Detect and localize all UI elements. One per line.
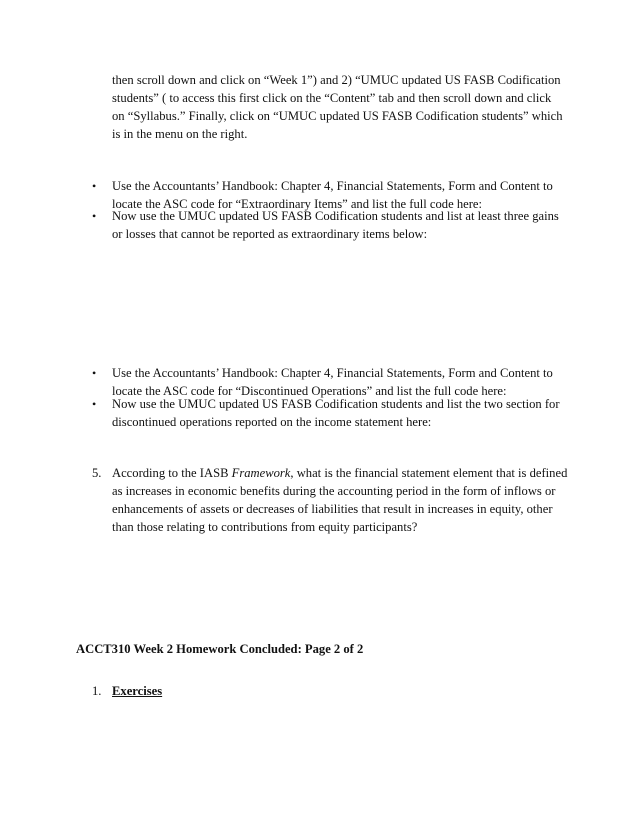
- question-text: than those relating to contributions from equity participants?: [112, 520, 418, 534]
- exercise-number: 1.: [92, 684, 102, 698]
- question-text: enhancements of assets or decreases of liabilities that result in increases in equity, other: [112, 502, 553, 516]
- bullet-text: Now use the UMUC updated US FASB Codification students and list at least three gains: [112, 209, 559, 223]
- bullet-text: Use the Accountants’ Handbook: Chapter 4, Financial Statements, Form and Content to: [112, 179, 553, 193]
- bullet-text: discontinued operations reported on the income statement here:: [112, 415, 432, 429]
- bullet-marker: •: [92, 366, 97, 380]
- question-text-part: , what is the financial statement element that is defined: [290, 466, 568, 480]
- bullet-marker: •: [92, 209, 97, 223]
- section-heading: ACCT310 Week 2 Homework Concluded: Page 2 of 2: [76, 641, 364, 656]
- bullet-text: Use the Accountants’ Handbook: Chapter 4, Financial Statements, Form and Content to: [112, 366, 553, 380]
- bullet-text: Now use the UMUC updated US FASB Codification students and list the two section for: [112, 397, 560, 411]
- question-text: [112, 464, 567, 482]
- framework-italic: Framework: [231, 466, 291, 480]
- bullet-marker: •: [92, 397, 97, 411]
- intro-line: is in the menu on the right.: [112, 127, 248, 141]
- exercises-label: Exercises: [112, 684, 163, 698]
- question-number: 5.: [92, 466, 102, 480]
- intro-line: then scroll down and click on “Week 1”) and 2) “UMUC updated US FASB Codification: [112, 73, 561, 87]
- bullet-text: locate the ASC code for “Discontinued Operations” and list the full code here:: [112, 384, 507, 398]
- question-text: as increases in economic benefits during the accounting period in the form of inflows or: [112, 484, 556, 498]
- question-text-part: According to the IASB: [112, 466, 232, 480]
- bullet-text: locate the ASC code for “Extraordinary Items” and list the full code here:: [112, 197, 482, 211]
- bullet-text: or losses that cannot be reported as extraordinary items below:: [112, 227, 428, 241]
- bullet-marker: •: [92, 179, 97, 193]
- intro-line: on “Syllabus.” Finally, click on “UMUC updated US FASB Codification students” which: [112, 109, 563, 123]
- intro-line: students” ( to access this first click on the “Content” tab and then scroll down and click: [112, 91, 552, 105]
